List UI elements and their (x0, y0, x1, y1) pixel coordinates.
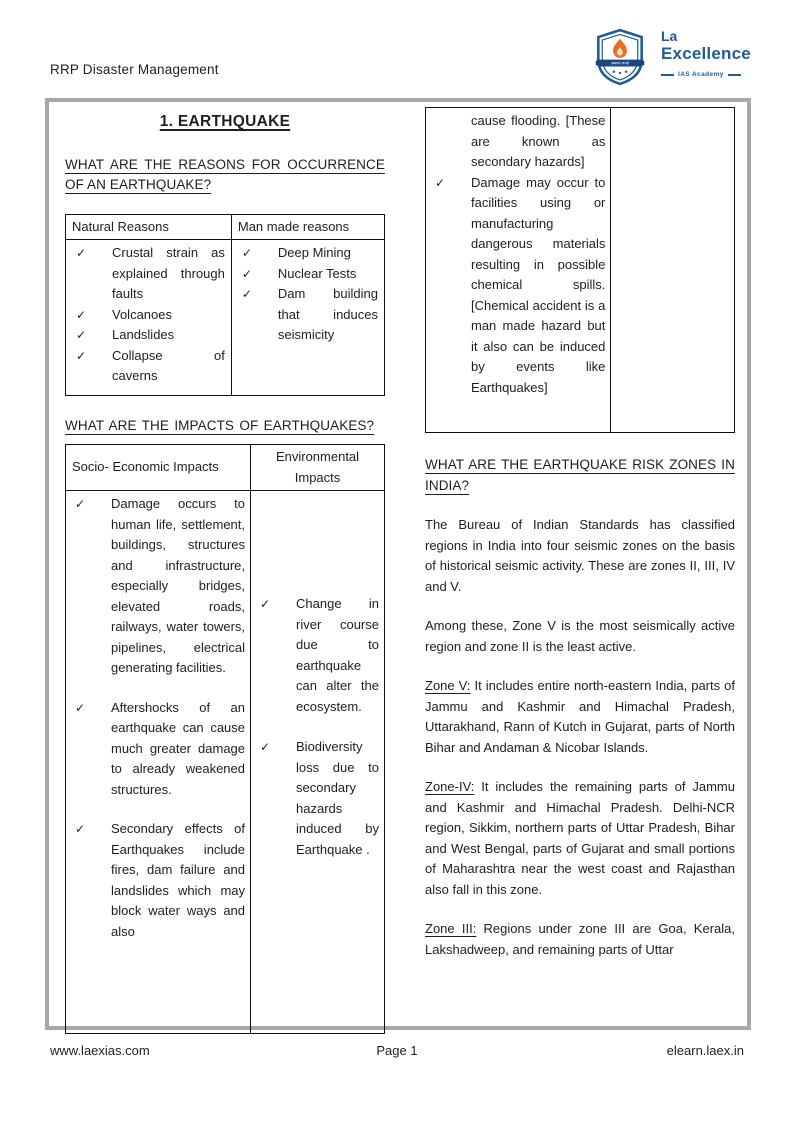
list-item (72, 346, 225, 387)
heading-risk-zones: WHAT ARE THE EARTHQUAKE RISK ZONES IN INDIA? (425, 457, 735, 493)
list-item-text: Aftershocks of an earthquake can cause much greater damage to already weakened structures. (111, 699, 246, 797)
list-item-text: Change in river course due to earthquake can alter the ecosystem. (296, 596, 379, 714)
heading-impacts: WHAT ARE THE IMPACTS OF EARTHQUAKES? (65, 417, 375, 433)
list-item-text: Biodiversity loss due to secondary hazards induced by Earthquake . (296, 739, 379, 857)
page-title: 1. EARTHQUAKE (159, 113, 291, 130)
logo-word-la: La (661, 27, 678, 44)
logo-academy-label: IAS Academy (678, 70, 724, 78)
socio-economic-cell (66, 491, 251, 1034)
paragraph-text: Regions under zone III are Goa, Kerala, Lakshadweep, and remaining parts of Uttar (425, 921, 735, 957)
impacts-table-header-env: Environmental Impacts (251, 445, 385, 491)
list-item (72, 325, 225, 346)
la-excellence-logo (594, 26, 751, 88)
check-icon: ✓ (241, 246, 252, 260)
logo-dash-left (661, 74, 674, 76)
reasons-table-header-manmade: Man made reasons (231, 214, 384, 240)
left-column (65, 102, 385, 1034)
natural-reasons-cell (66, 240, 232, 396)
paragraph (425, 515, 735, 597)
paragraph-zone-v (425, 676, 735, 758)
right-column (425, 102, 735, 960)
logo-banner-text: श्रमएव जयते (611, 60, 629, 66)
document-title: RRP Disaster Management (50, 62, 219, 77)
continued-bullet-text: cause flooding. [These are known as secondary hazards] (471, 113, 606, 169)
check-icon: ✓ (435, 175, 446, 190)
list-item (431, 173, 605, 399)
list-item-text: Secondary effects of Earthquakes include fires, dam failure and landslides which may block water ways and also (111, 821, 246, 939)
page-content-frame (45, 98, 751, 1030)
socio-economic-cell-continued (426, 108, 611, 433)
check-icon: ✓ (260, 740, 271, 754)
list-item (256, 494, 379, 717)
check-icon: ✓ (260, 597, 271, 611)
shield-flame-icon (594, 27, 646, 87)
list-item (71, 494, 245, 679)
zone-label: Zone-IV: (425, 779, 475, 794)
list-item-text: Crustal strain as explained through faults (112, 245, 225, 301)
check-icon: ✓ (76, 307, 87, 322)
paragraph-text: The Bureau of Indian Standards has classified regions in India into four seismic zones on the basis of historical seismic activity. These are zones II, III, IV and V. (425, 517, 735, 594)
check-icon: ✓ (76, 328, 87, 342)
check-icon: ✓ (76, 246, 87, 260)
list-item-text: Damage occurs to human life, settlement, buildings, structures and infrastructure, especially bridges, elevated roads, railways, water towers, pipelines, electrical generating facilities. (111, 496, 246, 675)
check-icon: ✓ (76, 348, 87, 363)
check-icon: ✓ (241, 266, 252, 281)
list-item (71, 698, 245, 801)
reasons-table (65, 214, 385, 396)
environmental-cell-continued (611, 108, 735, 433)
impacts-table-continued (425, 107, 735, 433)
paragraph-text: It includes entire north-eastern India, parts of Jammu and Kashmir and Himachal Pradesh, Uttarakhand, Rann of Kutch in Gujarat, parts of North Bihar and Andaman & Nicobar Islands. (425, 678, 735, 755)
footer-page-number: Page 1 (376, 1043, 418, 1058)
reasons-table-header-natural: Natural Reasons (66, 214, 232, 240)
paragraph (425, 616, 735, 657)
manmade-reasons-cell (231, 240, 384, 396)
heading-reasons: WHAT ARE THE REASONS FOR OCCURRENCE OF AN EARTHQUAKE? (65, 156, 385, 192)
list-item-text: Volcanoes (112, 306, 172, 322)
check-icon: ✓ (75, 700, 86, 715)
environmental-cell (251, 491, 385, 1034)
zone-label: Zone III: (425, 921, 477, 936)
list-item-text: Collapse of caverns (112, 347, 225, 383)
impacts-table (65, 444, 385, 1034)
check-icon: ✓ (241, 287, 252, 301)
paragraph-text: It includes the remaining parts of Jammu and Kashmir and Himachal Pradesh. Delhi-NCR region, Sikkim, northern parts of Uttar Pradesh, Bihar and West Bengal, parts of Gujarat and small portions of Maharashtra near the west coast and Rajasthan also fall in this zone. (425, 779, 735, 897)
list-item (238, 264, 378, 285)
zone-label: Zone V: (425, 678, 471, 693)
check-icon: ✓ (75, 497, 86, 511)
list-item (238, 284, 378, 346)
list-item (238, 243, 378, 264)
impacts-table-header-socio: Socio- Economic Impacts (66, 445, 251, 491)
paragraph-text: Among these, Zone V is the most seismically active region and zone II is the least active. (425, 618, 735, 654)
check-icon: ✓ (75, 822, 86, 836)
logo-academy-line (661, 65, 751, 86)
list-item-text: Damage may occur to facilities using or manufacturing dangerous materials resulting in possible chemical spills. [Chemical accident is a man made hazard but it also can be induced by events like Earthquakes] (471, 174, 606, 395)
paragraph-zone-iii (425, 919, 735, 960)
footer-elearn-link: elearn.laex.in (666, 1043, 744, 1058)
list-item-text: Nuclear Tests (277, 265, 357, 281)
list-item (256, 737, 379, 860)
logo-word-excellence: Excellence (661, 43, 751, 63)
list-item-text: Dam building that induces seismicity (277, 286, 378, 342)
footer-website: www.laexias.com (50, 1043, 150, 1058)
logo-dash-right (728, 74, 741, 76)
paragraph-zone-iv (425, 777, 735, 900)
list-item (72, 305, 225, 326)
list-item (72, 243, 225, 305)
list-item-text: Deep Mining (277, 245, 351, 260)
list-item-text: Landslides (112, 327, 175, 342)
list-item (71, 819, 245, 942)
